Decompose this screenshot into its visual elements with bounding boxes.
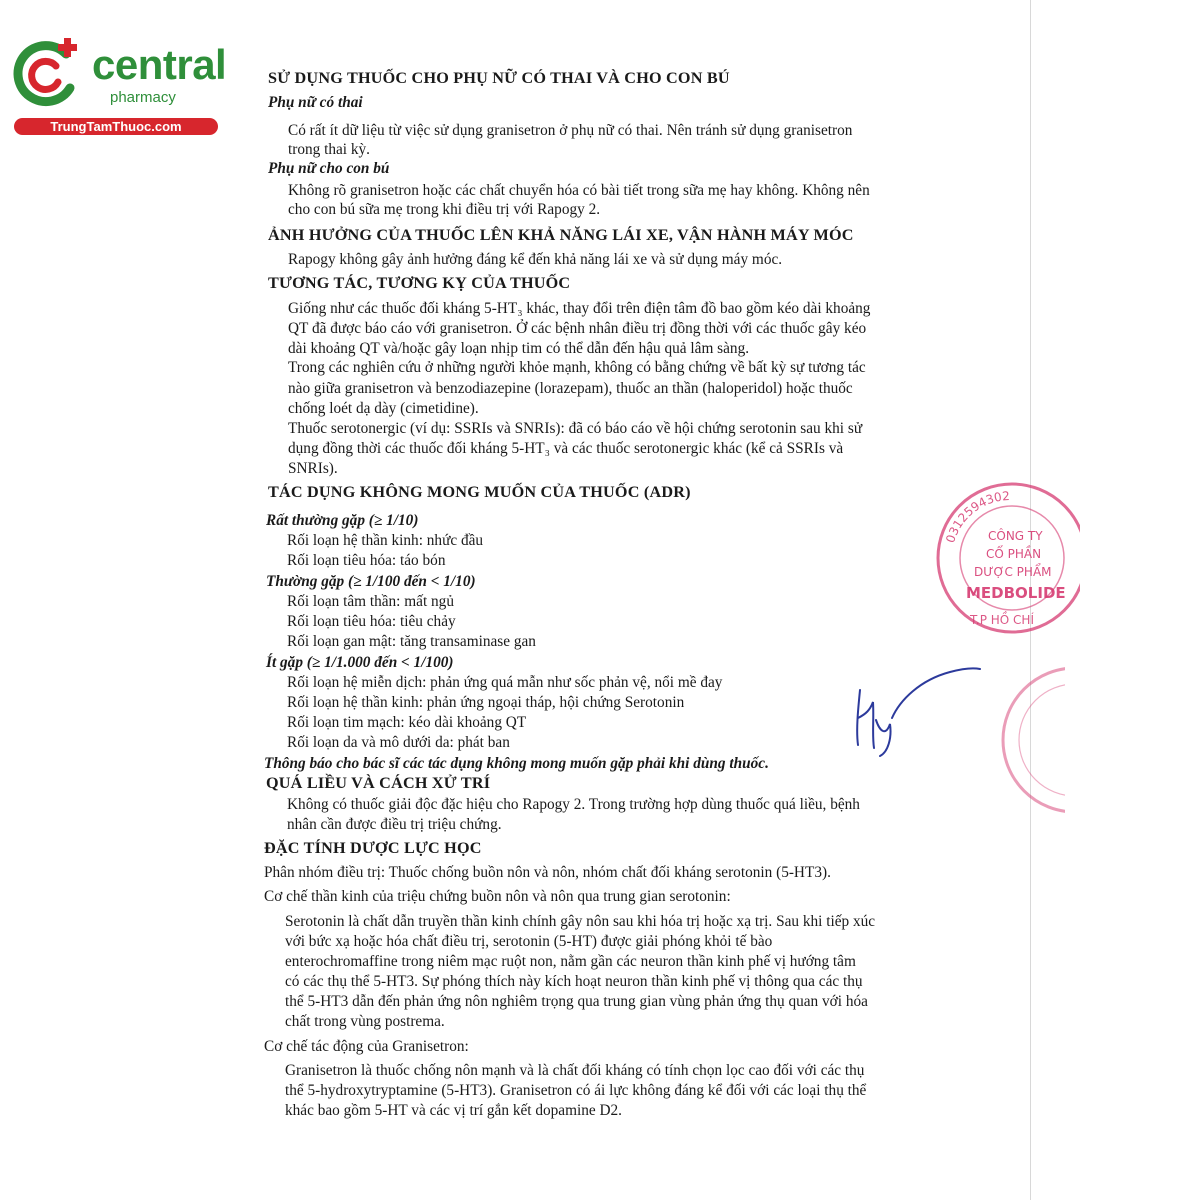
paragraph-line: Giống như các thuốc đối kháng 5-HT₃ khác, thay đổi trên điện tâm đồ bao gồm kéo dài khoảng — [288, 300, 871, 317]
paragraph-line: dụng đồng thời các thuốc đối kháng 5-HT₃ và các thuốc serotonergic khác (kể cả SSRIs và — [288, 440, 844, 457]
heading-pregnancy: SỬ DỤNG THUỐC CHO PHỤ NỮ CÓ THAI VÀ CHO CON BÚ — [268, 69, 730, 87]
heading-driving: ẢNH HƯỞNG CỦA THUỐC LÊN KHẢ NĂNG LÁI XE, VẬN HÀNH MÁY MÓC — [268, 226, 854, 244]
paragraph-line: thể 5-hydroxytryptamine (5-HT3). Granisetron có ái lực không đáng kể đối với các loại thụ thể — [285, 1082, 867, 1099]
heading-adr: TÁC DỤNG KHÔNG MONG MUỐN CỦA THUỐC (ADR) — [268, 483, 691, 501]
paragraph-line: QT đã được báo cáo với granisetron. Ở các bệnh nhân điều trị đồng thời với các thuốc gây kéo — [288, 320, 867, 337]
heading-overdose: QUÁ LIỀU VÀ CÁCH XỬ TRÍ — [266, 774, 491, 792]
heading-interactions: TƯƠNG TÁC, TƯƠNG KỴ CỦA THUỐC — [268, 274, 571, 292]
paragraph-line: trong thai kỳ. — [288, 141, 370, 158]
list-item: Rối loạn hệ miễn dịch: phản ứng quá mẫn như sốc phản vệ, nổi mề đay — [287, 674, 723, 691]
paragraph-line: Không rõ granisetron hoặc các chất chuyển hóa có bài tiết trong sữa mẹ hay không. Không nên — [288, 182, 870, 199]
list-item: Rối loạn hệ thần kinh: nhức đầu — [287, 532, 484, 549]
subheading-common: Thường gặp (≥ 1/100 đến < 1/10) — [266, 573, 476, 590]
paragraph-line: chống loét dạ dày (cimetidine). — [288, 400, 479, 417]
partial-stamp — [985, 655, 1065, 825]
subheading-very-common: Rất thường gặp (≥ 1/10) — [266, 512, 419, 529]
paragraph-line: nào giữa granisetron và benzodiazepine (lorazepam), thuốc an thần (haloperidol) hoặc thuốc — [288, 380, 853, 397]
stamp-line: CÔNG TY — [988, 529, 1043, 543]
company-stamp — [930, 478, 1080, 638]
heading-pharmacodynamics: ĐẶC TÍNH DƯỢC LỰC HỌC — [264, 839, 482, 857]
paragraph-line: Có rất ít dữ liệu từ việc sử dụng granisetron ở phụ nữ có thai. Nên tránh sử dụng granisetron — [288, 122, 853, 139]
paragraph-line: cho con bú sữa mẹ trong khi điều trị với Rapogy 2. — [288, 201, 601, 218]
stamp-line: CỔ PHẦN — [986, 547, 1042, 561]
paragraph-line: dài khoảng QT và/hoặc gây loạn nhịp tim có thể dẫn đến hậu quả lâm sàng. — [288, 340, 750, 357]
subheading-pregnant: Phụ nữ có thai — [268, 94, 363, 111]
signature-text: Huy — [840, 660, 842, 661]
paragraph-line: enterochromaffine trong niêm mạc ruột non, nằm gần các neuron thần kinh phế vị hướng tâm — [285, 953, 856, 970]
paragraph-line: có các thụ thể 5-HT3. Sự phóng thích này kích hoạt neuron thần kinh phế vị thông qua các thụ — [285, 973, 863, 990]
stamp-line: MEDBOLIDE — [966, 584, 1066, 602]
paragraph-line: Cơ chế tác động của Granisetron: — [264, 1038, 469, 1055]
paragraph-line: chất trong vùng postrema. — [285, 1013, 445, 1030]
stamp-number: 0312594302 — [943, 488, 1011, 545]
paragraph-line: nhân cần được điều trị triệu chứng. — [287, 816, 502, 833]
logo-sub-text: pharmacy — [110, 89, 176, 106]
paragraph-line: với bức xạ hoặc hóa chất điều trị, serotonin (5-HT) được giải phóng khỏi tế bào — [285, 933, 773, 950]
list-item: Rối loạn hệ thần kinh: phản ứng ngoại tháp, hội chứng Serotonin — [287, 694, 685, 711]
subheading-uncommon: Ít gặp (≥ 1/1.000 đến < 1/100) — [266, 654, 454, 671]
logo-brand-text: central — [92, 41, 227, 88]
paragraph-line: Granisetron là thuốc chống nôn mạnh và là chất đối kháng có tính chọn lọc cao đối với các thụ — [285, 1062, 865, 1079]
list-item: Rối loạn da và mô dưới da: phát ban — [287, 734, 510, 751]
paragraph-line: khác bao gồm 5-HT và các vị trí gắn kết dopamine D2. — [285, 1102, 622, 1119]
list-item: Rối loạn tiêu hóa: tiêu chảy — [287, 613, 456, 630]
paragraph-line: Phân nhóm điều trị: Thuốc chống buồn nôn và nôn, nhóm chất đối kháng serotonin (5-HT3). — [264, 864, 831, 881]
stamp-line: DƯỢC PHẨM — [974, 565, 1052, 579]
stamp-line: T.P HỒ CHÍ — [970, 613, 1034, 627]
paragraph-line: Không có thuốc giải độc đặc hiệu cho Rapogy 2. Trong trường hợp dùng thuốc quá liều, bệnh — [287, 796, 860, 813]
subheading-nursing: Phụ nữ cho con bú — [268, 160, 390, 177]
logo-website: TrungTamThuoc.com — [14, 118, 218, 135]
paragraph-line: Serotonin là chất dẫn truyền thần kinh chính gây nôn sau khi hóa trị hoặc xạ trị. Sau khi tiếp xúc — [285, 913, 876, 930]
list-item: Rối loạn gan mật: tăng transaminase gan — [287, 633, 536, 650]
list-item: Rối loạn tiêu hóa: táo bón — [287, 552, 446, 569]
signature — [840, 660, 990, 760]
adr-notice: Thông báo cho bác sĩ các tác dụng không mong muốn gặp phải khi dùng thuốc. — [264, 755, 769, 772]
paragraph-line: SNRIs). — [288, 460, 338, 477]
paragraph-line: Rapogy không gây ảnh hưởng đáng kể đến khả năng lái xe và sử dụng máy móc. — [288, 251, 783, 268]
list-item: Rối loạn tim mạch: kéo dài khoảng QT — [287, 714, 527, 731]
paragraph-line: thể 5-HT3 dẫn đến phản ứng nôn nghiêm trọng qua trung gian vùng phản ứng thụ quan với hóa — [285, 993, 868, 1010]
list-item: Rối loạn tâm thần: mất ngủ — [287, 593, 454, 610]
paragraph-line: Cơ chế thần kinh của triệu chứng buồn nôn và nôn qua trung gian serotonin: — [264, 888, 731, 905]
paragraph-line: Trong các nghiên cứu ở những người khỏe mạnh, không có bằng chứng về bất kỳ sự tương tác — [288, 359, 866, 376]
paragraph-line: Thuốc serotonergic (ví dụ: SSRIs và SNRIs): đã có báo cáo về hội chứng serotonin sau khi sử — [288, 420, 863, 437]
